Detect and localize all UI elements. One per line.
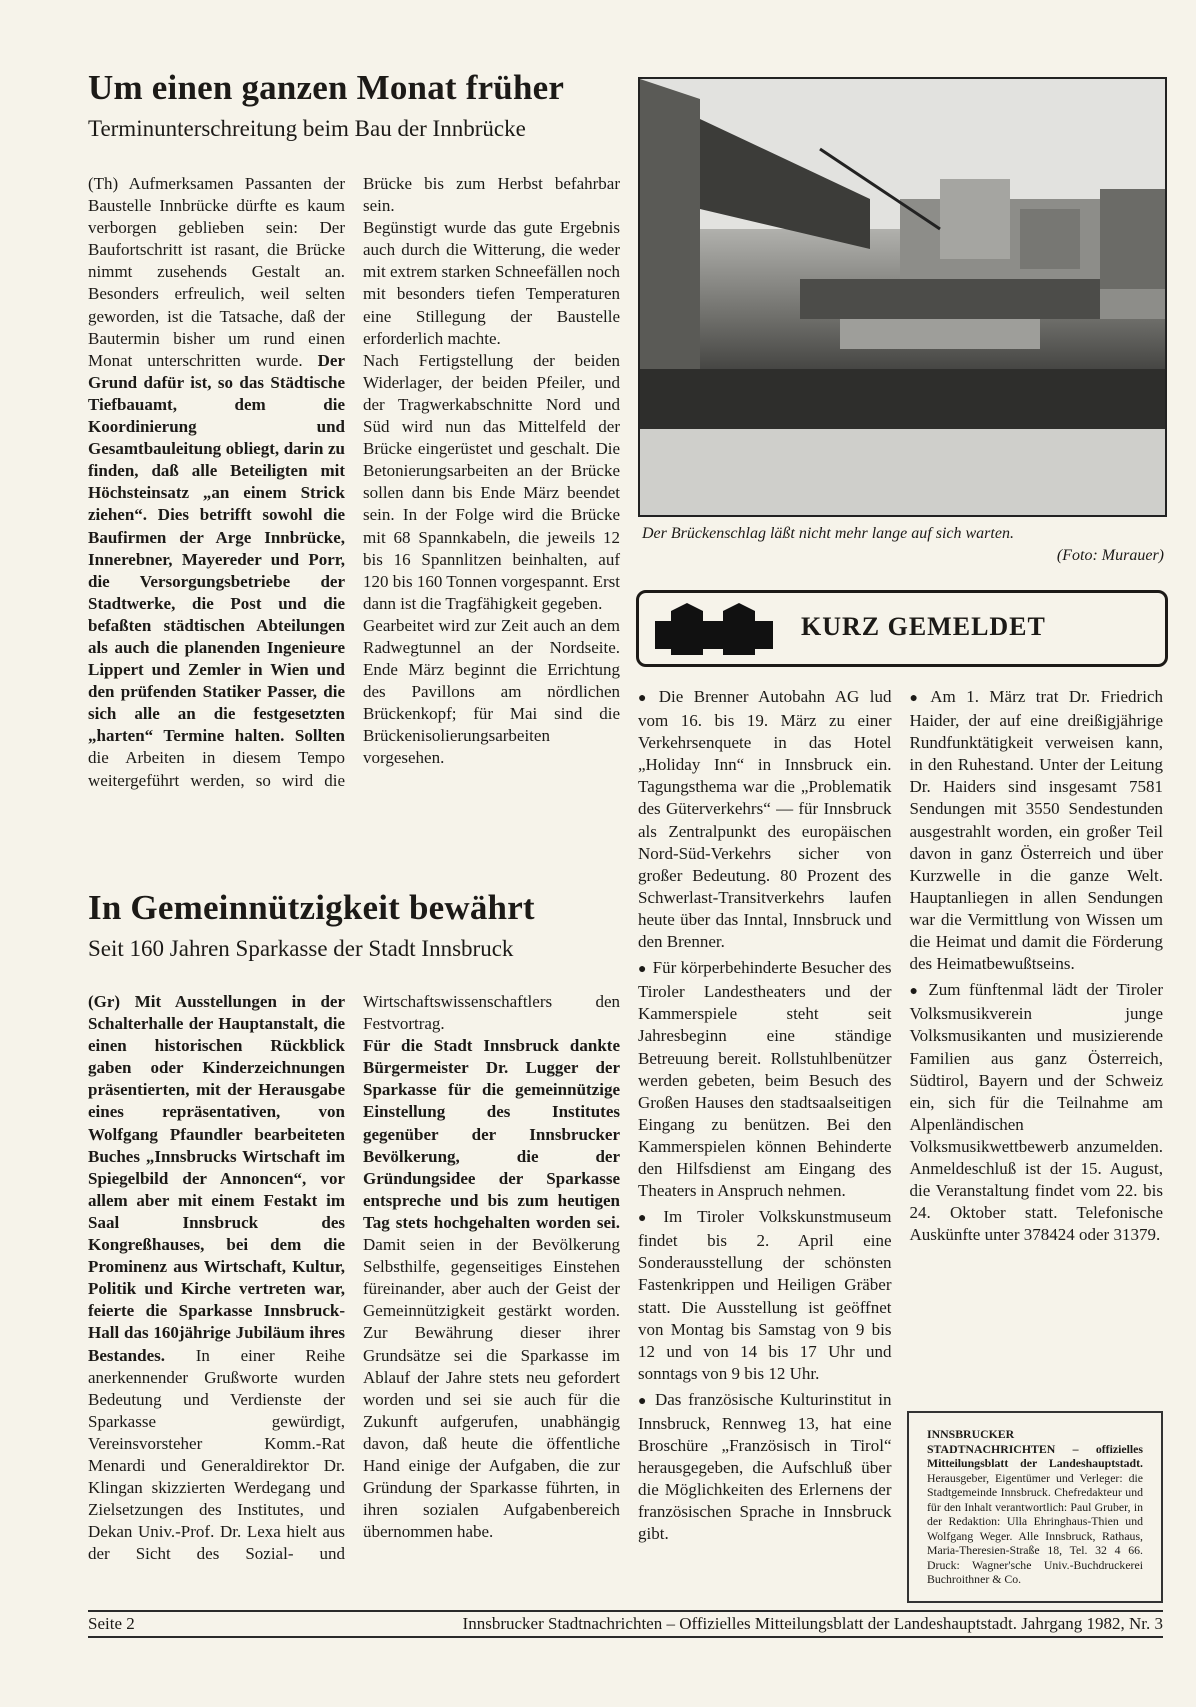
bullet-icon: ● — [638, 691, 653, 706]
article2-bold-text: (Gr) Mit Ausstellungen in der Schalterhalle der Hauptanstalt, die einen historischen Rückblick gaben oder Kinderzeichnungen präsentierten, mit der Herausgabe eines repräsentativen, von Wolfgang Pfaundler bearbeiteten Buches „Innsbrucks Wirtschaft im Spiegelbild der Annoncen“, vor allem aber mit einem Festakt im Saal Innsbruck des Kongreßhauses, bei dem die Prominenz aus Wirtschaft, Kultur, Politik und Kirche vertreten war, feierte die Sparkasse Innsbruck-Hall das 160jährige Jubiläum ihres Bestandes. — [88, 992, 345, 1365]
article2-text: Damit seien in der Bevölkerung Selbsthilfe, gegenseitiges Einstehen füreinander, aber auch der Geist der Gemeinnützigkeit gestärkt worden. Zur Bewährung dieser ihrer Grundsätze sei die Sparkasse im Ablauf der Jahre stets neu gefordert worden und sei sie auch für die Zukunft aufgerufen, unabhängig davon, daß heute die öffentliche Hand einige der Aufgaben, die zur Gründung der Sparkasse führten, in ihren sozialen Aufgabenbereich übernommen habe. — [363, 1235, 620, 1542]
news-item — [910, 979, 1164, 1246]
bullet-icon: ● — [638, 962, 647, 978]
article1-headline: Um einen ganzen Monat früher — [88, 68, 565, 107]
news-item — [638, 686, 892, 953]
article1-body — [88, 173, 620, 843]
kurz-gemeldet-header — [636, 590, 1168, 667]
footer-top-rule — [88, 1610, 1163, 1612]
news-item — [638, 1389, 892, 1546]
article1-paragraph: Nach Fertigstellung der beiden Widerlager, der beiden Pfeiler, und der Tragwerkabschnitte Nord und Süd wird nun das Mittelfeld der Brücke eingerüstet und geschalt. Die Betonierungsarbeiten an der Brücke sollen dann bis Ende März beendet sein. In der Folge wird die Brücke mit 68 Spannkabeln, die jeweils 12 bis 16 Spannlitzen beinhalten, auf 120 bis 160 Tonnen vorgespannt. Erst dann ist die Tragfähigkeit gegeben. — [363, 350, 620, 613]
bridge-construction-photo — [638, 77, 1167, 517]
news-item — [910, 686, 1164, 975]
footer-bottom-rule — [88, 1636, 1163, 1638]
bullet-icon: ● — [638, 1393, 649, 1409]
bullet-icon: ● — [909, 984, 923, 1000]
news-item — [638, 1206, 892, 1385]
kurz-gemeldet-title: KURZ GEMELDET — [801, 612, 1046, 641]
news-item-text: Zum fünftenmal lädt der Tiroler Volksmusikverein junge Volksmusikanten und musizierende Familien aus ganz Österreich, Südtirol, Bayern und der Schweiz ein, sich für die Teilnahme am Alpenländischen Volksmusikwettbewerb anzumelden. Anmeldeschluß ist der 15. August, die Veranstaltung findet vom 22. bis 24. Oktober statt. Telefonische Auskünfte unter 378424 oder 31379. — [909, 980, 1163, 1245]
article2-paragraph — [363, 1035, 620, 1543]
news-item-text: Für körperbehinderte Besucher des Tiroler Landestheaters und der Kammerspiele steht seit Jahresbeginn eine ständige Betreuung bereit. Rollstuhlbenützer werden gebeten, beim Besuch des Großen Hauses den stadtsaalseitigen Eingang zu benützen. Bei den Kammerspielen können Behinderte den Hilfsdienst am Eingang des Theaters in Anspruch nehmen. — [638, 958, 892, 1201]
article2-body — [88, 991, 620, 1591]
article1-bold-text: Der Grund dafür ist, so das Städtische Tiefbauamt, dem die Koordinierung und Gesamtbauleitung obliegt, darin zu finden, daß alle Beteiligten mit Höchsteinsatz „an einem Strick ziehen“. Dies betrifft sowohl die Baufirmen der Arge Innbrücke, Innerebner, Mayereder und Porr, die Versorgungsbetriebe der Stadtwerke, die Post und die befaßten städtischen Abteilungen als auch die planenden Ingenieure Lippert und Zemler in Wien und den prüfenden Statiker Passer, die sich alle an die festgesetzten „harten“ Termine halten. Sollten — [88, 350, 345, 746]
news-item-text: Am 1. März trat Dr. Friedrich Haider, der auf eine dreißigjährige Rundfunktätigkeit verweisen kann, in den Ruhestand. Unter der Leitung Dr. Haiders sind insgesamt 7581 Sendungen mit 3550 Sendestunden ausgestrahlt worden, ein großer Teil davon in ganz Österreich und über Kurzwelle in die ganze Welt. Hauptanliegen in allen Sendungen war die Vermittlung von Wissen um die Heimat und damit die Förderung des Heimatbewußtseins. — [909, 687, 1163, 974]
bullet-icon: ● — [638, 1211, 658, 1227]
article2-text: In einer Reihe anerkennender Grußworte wurden Bedeutung und Verdienste der Sparkasse gewürdigt, Vereinsvorsteher Komm.-Rat Menardi und Generaldirektor Dr. Klingan skizzierten Werdegang und Zielsetzungen des Institutes, und Dekan Univ.-Prof. Dr. Lexa hielt aus der Sicht des Sozial- und Wirtschaftswissenschaftlers den Festvortrag. — [88, 992, 620, 1564]
imprint-text: Herausgeber, Eigentümer und Verleger: die Stadtgemeinde Innsbruck. Chefredakteur und für den Inhalt verantwortlich: Paul Gruber, in der Redaktion: Ulla Ehringhaus-Thien und Wolfgang Weger. Alle Innsbruck, Rathaus, Maria-Theresien-Straße 18, Tel. 32 4 66. Druck: Wagner'sche Univ.-Buchdruckerei Buchroithner & Co. — [927, 1470, 1143, 1586]
article1-text: die Arbeiten in diesem Tempo weitergeführt werden, so wird die Brücke bis zum Herbst befahrbar sein. — [88, 174, 620, 790]
bridge-photo-illustration — [640, 79, 1165, 515]
houses-logo-icon — [655, 603, 775, 655]
photo-credit: (Foto: Murauer) — [1056, 547, 1164, 564]
photo-caption: Der Brückenschlag läßt nicht mehr lange auf sich warten. — [642, 525, 1014, 542]
news-item — [638, 957, 892, 1202]
imprint-title: INNSBRUCKER STADTNACHRICHTEN – offizielles Mitteilungsblatt der Landeshauptstadt. — [927, 1427, 1143, 1470]
news-item-text: Im Tiroler Volkskunstmuseum findet bis 2. April eine Sonderausstellung der schönsten Fastenkrippen und Heiligen Gräber statt. Die Ausstellung ist geöffnet von Montag bis Samstag von 9 bis 12 und von 14 bis 17 Uhr und sonntags von 9 bis 12 Uhr. — [638, 1207, 892, 1383]
page-number: Seite 2 — [88, 1614, 135, 1633]
imprint-box — [907, 1411, 1163, 1603]
article2-subheadline: Seit 160 Jahren Sparkasse der Stadt Innsbruck — [88, 936, 514, 961]
article1-paragraph: Begünstigt wurde das gute Ergebnis auch durch die Witterung, die weder mit extrem starken Schneefällen noch mit besonders tiefen Temperaturen eine Stillegung der Baustelle erforderlich machte. — [363, 218, 620, 348]
article1-text: (Th) Aufmerksamen Passanten der Baustelle Innbrücke dürfte es kaum verborgen geblieben sein: Der Baufortschritt ist rasant, die Brücke nimmt zusehends Gestalt an. Besonders erfreulich, weil selten geworden, ist die Tatsache, daß der Bautermin bisher um rund einen Monat unterschritten wurde. — [88, 174, 345, 370]
article2-headline: In Gemeinnützigkeit bewährt — [88, 888, 535, 927]
news-item-text: Das französische Kulturinstitut in Innsbruck, Rennweg 13, hat eine Broschüre „Französisch in Tirol“ herausgegeben, die Aufschluß über die Möglichkeiten des Erlernens der französischen Sprache in Innsbruck gibt. — [638, 1389, 892, 1544]
article1-subheadline: Terminunterschreitung beim Bau der Innbrücke — [88, 116, 526, 141]
article1-paragraph: Gearbeitet wird zur Zeit auch an dem Radwegtunnel an der Nordseite. Ende März beginnt die Errichtung des Pavillons am nördlichen Brückenkopf; für Mai sind die Brückenisolierungsarbeiten vorgesehen. — [363, 615, 620, 768]
article2-bold-text: Für die Stadt Innsbruck dankte Bürgermeister Dr. Lugger der Sparkasse für die gemeinnützige Einstellung des Institutes gegenüber der Innsbrucker Bevölkerung, die der Gründungsidee der Sparkasse entspreche und bis zum heutigen Tag stets hochgehalten worden sei. — [363, 1036, 620, 1232]
bullet-icon: ● — [909, 691, 925, 706]
publication-line: Innsbrucker Stadtnachrichten – Offizielles Mitteilungsblatt der Landeshauptstadt. Jahrgang 1982, Nr. 3 — [462, 1614, 1163, 1633]
news-item-text: Die Brenner Autobahn AG lud vom 16. bis 19. März zu einer Verkehrsenquete in das Hotel „Holiday Inn“ in Innsbruck ein. Tagungsthema war die „Problematik des Güterverkehrs“ — für Innsbruck als Zentralpunkt des europäischen Nord-Süd-Verkehrs sicher von großer Bedeutung. 80 Prozent des Schwerlast-Transitverkehrs laufen heute über das Inntal, Innsbruck und den Brenner. — [638, 687, 892, 952]
